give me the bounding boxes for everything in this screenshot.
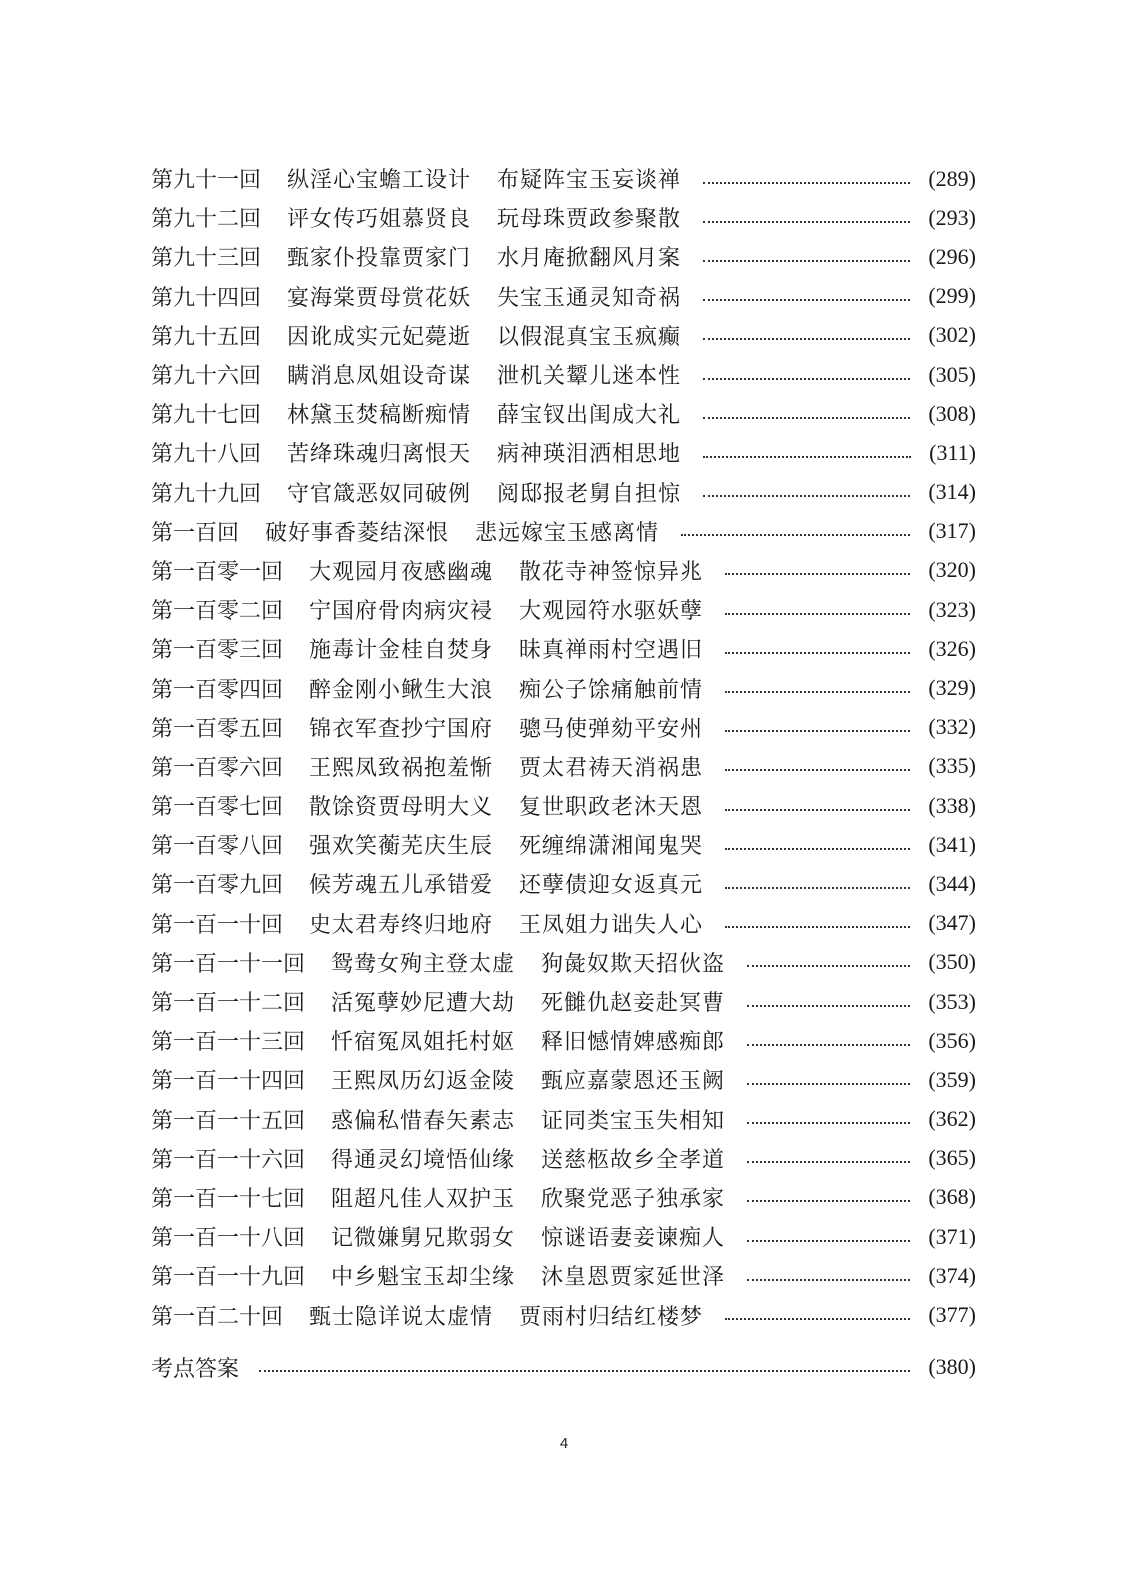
toc-entry[interactable]	[151, 1060, 976, 1099]
chapter-number: 第一百一十回	[151, 912, 284, 938]
dot-leader	[725, 1318, 910, 1320]
chapter-title-second: 病神瑛泪洒相思地	[497, 442, 682, 468]
chapter-title-first: 醉金刚小鳅生大浪	[309, 677, 494, 703]
dot-leader	[703, 456, 911, 458]
toc-entry[interactable]	[151, 629, 976, 668]
chapter-title-second: 布疑阵宝玉妄谈禅	[497, 168, 682, 194]
toc-entry[interactable]	[151, 1139, 976, 1178]
toc-entry[interactable]	[151, 277, 976, 316]
chapter-title-second: 贾太君祷天消祸患	[519, 755, 704, 781]
chapter-number: 第一百零九回	[151, 873, 284, 899]
chapter-number: 第九十六回	[151, 364, 262, 390]
chapter-number: 第九十二回	[151, 207, 262, 233]
chapter-title-first: 王熙凤历幻返金陵	[331, 1069, 516, 1095]
page-ref: (380)	[928, 1354, 976, 1380]
page-ref: (362)	[928, 1106, 976, 1132]
dot-leader	[747, 1122, 910, 1124]
dot-leader	[681, 534, 910, 536]
toc-entry[interactable]	[151, 237, 976, 276]
page-ref: (344)	[928, 870, 976, 896]
toc-entry[interactable]	[151, 433, 976, 472]
dot-leader	[703, 378, 910, 380]
toc-entry[interactable]	[151, 473, 976, 512]
chapter-title-second: 沐皇恩贾家延世泽	[541, 1265, 726, 1291]
page-ref: (329)	[928, 675, 976, 701]
chapter-title-first: 宴海棠贾母赏花妖	[287, 285, 472, 311]
dot-leader	[747, 1200, 910, 1202]
chapter-number: 第一百零二回	[151, 599, 284, 625]
dot-leader	[725, 652, 910, 654]
toc-entry[interactable]	[151, 864, 976, 903]
chapter-title-second: 水月庵掀翻风月案	[497, 246, 682, 272]
dot-leader	[725, 848, 910, 850]
chapter-title-first: 林黛玉焚稿断痴情	[287, 403, 472, 429]
page-ref: (302)	[928, 322, 976, 348]
toc-entry[interactable]	[151, 1295, 976, 1334]
page-number: 4	[559, 1435, 569, 1452]
chapter-title-second: 送慈柩故乡全孝道	[541, 1147, 726, 1173]
chapter-title-second: 泄机关颦儿迷本性	[497, 364, 682, 390]
toc-entry[interactable]	[151, 316, 976, 355]
toc-entry[interactable]	[151, 668, 976, 707]
toc-entry[interactable]	[151, 747, 976, 786]
chapter-title-second: 贾雨村归结红楼梦	[519, 1304, 704, 1330]
dot-leader	[747, 1240, 910, 1242]
chapter-title-second: 散花寺神签惊异兆	[519, 559, 704, 585]
toc-entry[interactable]	[151, 1178, 976, 1217]
dot-leader	[703, 338, 910, 340]
dot-leader	[725, 809, 910, 811]
chapter-number: 第一百一十一回	[151, 951, 306, 977]
dot-leader	[703, 182, 910, 184]
chapter-title-second: 昧真禅雨村空遇旧	[519, 638, 704, 664]
toc-entry[interactable]	[151, 1100, 976, 1139]
chapter-title-first: 强欢笑蘅芜庆生辰	[309, 834, 494, 860]
chapter-title-second: 还孽债迎女返真元	[519, 873, 704, 899]
page-ref: (308)	[928, 400, 976, 426]
page-ref: (365)	[928, 1145, 976, 1171]
answer-key-label: 考点答案	[151, 1356, 240, 1382]
toc-entry[interactable]	[151, 394, 976, 433]
chapter-title-second: 惊谜语妻妾谏痴人	[541, 1226, 726, 1252]
dot-leader	[747, 1044, 910, 1046]
toc-entry[interactable]	[151, 708, 976, 747]
table-of-contents	[151, 159, 976, 1387]
toc-entry[interactable]	[151, 590, 976, 629]
dot-leader	[703, 495, 910, 497]
chapter-number: 第九十九回	[151, 481, 262, 507]
chapter-title-second: 甄应嘉蒙恩还玉阙	[541, 1069, 726, 1095]
toc-entry[interactable]	[151, 1217, 976, 1256]
page-ref: (368)	[928, 1184, 976, 1210]
chapter-title-second: 王凤姐力诎失人心	[519, 912, 704, 938]
page-ref: (371)	[928, 1223, 976, 1249]
page-ref: (317)	[928, 518, 976, 544]
page-ref: (326)	[928, 635, 976, 661]
chapter-title-second: 痴公子馀痛触前情	[519, 677, 704, 703]
page-ref: (314)	[928, 479, 976, 505]
chapter-title-first: 纵淫心宝蟾工设计	[287, 168, 472, 194]
chapter-title-first: 守官箴恶奴同破例	[287, 481, 472, 507]
page-ref: (359)	[928, 1066, 976, 1092]
page-ref: (347)	[928, 910, 976, 936]
chapter-title-second: 玩母珠贾政参聚散	[497, 207, 682, 233]
toc-entry[interactable]	[151, 159, 976, 198]
chapter-number: 第一百一十六回	[151, 1147, 306, 1173]
chapter-title-first: 惑偏私惜春矢素志	[331, 1108, 516, 1134]
chapter-title-first: 瞒消息凤姐设奇谋	[287, 364, 472, 390]
toc-entry[interactable]	[151, 355, 976, 394]
chapter-title-second: 死缠绵潇湘闻鬼哭	[519, 834, 704, 860]
toc-entry[interactable]	[151, 982, 976, 1021]
toc-entry[interactable]	[151, 904, 976, 943]
chapter-number: 第一百一十七回	[151, 1186, 306, 1212]
page-ref: (356)	[928, 1027, 976, 1053]
dot-leader	[725, 926, 910, 928]
dot-leader	[747, 1083, 910, 1085]
chapter-title-first: 甄士隐详说太虚情	[309, 1304, 494, 1330]
chapter-title-first: 史太君寿终归地府	[309, 912, 494, 938]
dot-leader	[725, 887, 910, 889]
page-ref: (338)	[928, 792, 976, 818]
chapter-number: 第一百回	[151, 520, 240, 546]
chapter-title-first: 活冤孽妙尼遭大劫	[331, 991, 516, 1017]
chapter-title-second: 大观园符水驱妖孽	[519, 599, 704, 625]
dot-leader	[747, 965, 910, 967]
page-ref: (305)	[928, 361, 976, 387]
chapter-title-first: 苦绛珠魂归离恨天	[287, 442, 472, 468]
chapter-number: 第九十四回	[151, 285, 262, 311]
chapter-title-first: 甄家仆投靠贾家门	[287, 246, 472, 272]
page-ref: (323)	[928, 596, 976, 622]
chapter-title-second: 释旧憾情婢感痴郎	[541, 1030, 726, 1056]
dot-leader	[747, 1005, 910, 1007]
chapter-number: 第一百一十四回	[151, 1069, 306, 1095]
chapter-number: 第一百零三回	[151, 638, 284, 664]
chapter-number: 第一百零八回	[151, 834, 284, 860]
page-ref: (289)	[928, 165, 976, 191]
page-ref: (353)	[928, 988, 976, 1014]
chapter-title-first: 因讹成实元妃薨逝	[287, 324, 472, 350]
chapter-title-first: 忏宿冤凤姐托村妪	[331, 1030, 516, 1056]
dot-leader	[725, 730, 910, 732]
page-ref: (335)	[928, 753, 976, 779]
chapter-title-second: 死雠仇赵妾赴冥曹	[541, 991, 726, 1017]
chapter-number: 第一百一十九回	[151, 1265, 306, 1291]
dot-leader	[725, 691, 910, 693]
page-ref: (299)	[928, 283, 976, 309]
chapter-title-second: 失宝玉通灵知奇祸	[497, 285, 682, 311]
chapter-number: 第九十五回	[151, 324, 262, 350]
chapter-title-second: 骢马使弹劾平安州	[519, 716, 704, 742]
toc-entry[interactable]	[151, 943, 976, 982]
toc-entry[interactable]	[151, 512, 976, 551]
chapter-title-first: 大观园月夜感幽魂	[309, 559, 494, 585]
chapter-number: 第一百零七回	[151, 795, 284, 821]
page-ref: (293)	[928, 204, 976, 230]
chapter-number: 第一百一十五回	[151, 1108, 306, 1134]
chapter-title-first: 评女传巧姐慕贤良	[287, 207, 472, 233]
chapter-title-second: 欣聚党恶子独承家	[541, 1186, 726, 1212]
chapter-number: 第一百二十回	[151, 1304, 284, 1330]
page-ref: (350)	[928, 949, 976, 975]
chapter-title-second: 复世职政老沐天恩	[519, 795, 704, 821]
chapter-title-first: 得通灵幻境悟仙缘	[331, 1147, 516, 1173]
chapter-title-first: 宁国府骨肉病灾祲	[309, 599, 494, 625]
toc-entry[interactable]	[151, 198, 976, 237]
chapter-number: 第一百零五回	[151, 716, 284, 742]
chapter-title-second: 狗彘奴欺天招伙盗	[541, 951, 726, 977]
chapter-title-first: 记微嫌舅兄欺弱女	[331, 1226, 516, 1252]
chapter-title-first: 鸳鸯女殉主登太虚	[331, 951, 516, 977]
chapter-number: 第一百零一回	[151, 559, 284, 585]
toc-entry[interactable]	[151, 825, 976, 864]
page-ref: (341)	[928, 831, 976, 857]
toc-entry[interactable]	[151, 786, 976, 825]
dot-leader	[725, 769, 910, 771]
chapter-title-first: 王熙凤致祸抱羞惭	[309, 755, 494, 781]
chapter-number: 第一百一十二回	[151, 991, 306, 1017]
toc-entry[interactable]	[151, 1021, 976, 1060]
dot-leader	[747, 1279, 910, 1281]
chapter-title-second: 悲远嫁宝玉感离情	[475, 520, 660, 546]
chapter-number: 第一百零六回	[151, 755, 284, 781]
chapter-number: 第九十一回	[151, 168, 262, 194]
toc-entry[interactable]	[151, 551, 976, 590]
page-ref: (320)	[928, 557, 976, 583]
dot-leader	[747, 1161, 910, 1163]
chapter-number: 第九十七回	[151, 403, 262, 429]
chapter-title-second: 薛宝钗出闺成大礼	[497, 403, 682, 429]
dot-leader	[703, 299, 910, 301]
toc-entry-answer-key[interactable]	[151, 1348, 976, 1387]
chapter-title-second: 证同类宝玉失相知	[541, 1108, 726, 1134]
page-ref: (311)	[929, 439, 976, 465]
chapter-number: 第一百一十八回	[151, 1226, 306, 1252]
page-ref: (377)	[928, 1302, 976, 1328]
dot-leader	[703, 221, 910, 223]
page-ref: (296)	[928, 243, 976, 269]
chapter-number: 第九十八回	[151, 442, 262, 468]
chapter-title-first: 候芳魂五儿承错爱	[309, 873, 494, 899]
dot-leader	[725, 613, 910, 615]
page-ref: (332)	[928, 714, 976, 740]
dot-leader	[259, 1370, 910, 1372]
dot-leader	[703, 417, 910, 419]
dot-leader	[725, 573, 910, 575]
chapter-number: 第一百零四回	[151, 677, 284, 703]
chapter-number: 第九十三回	[151, 246, 262, 272]
chapter-title-first: 施毒计金桂自焚身	[309, 638, 494, 664]
chapter-title-second: 阅邸报老舅自担惊	[497, 481, 682, 507]
chapter-title-second: 以假混真宝玉疯癫	[497, 324, 682, 350]
dot-leader	[703, 260, 910, 262]
chapter-title-first: 中乡魁宝玉却尘缘	[331, 1265, 516, 1291]
chapter-title-first: 阻超凡佳人双护玉	[331, 1186, 516, 1212]
toc-entry[interactable]	[151, 1256, 976, 1295]
chapter-title-first: 锦衣军查抄宁国府	[309, 716, 494, 742]
chapter-title-first: 破好事香菱结深恨	[265, 520, 450, 546]
page-ref: (374)	[928, 1262, 976, 1288]
chapter-title-first: 散馀资贾母明大义	[309, 795, 494, 821]
chapter-number: 第一百一十三回	[151, 1030, 306, 1056]
